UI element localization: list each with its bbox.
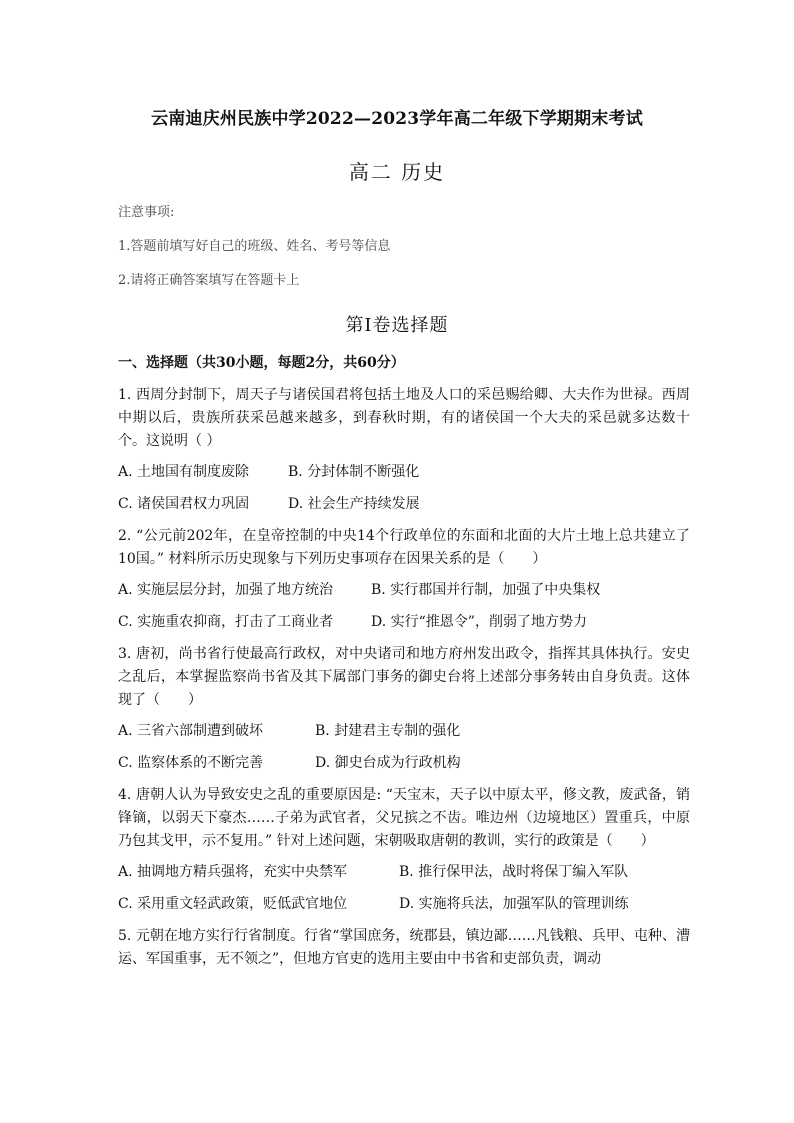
option-b: B. 推行保甲法，战时将保丁编入军队 <box>399 864 629 880</box>
option-a: A. 三省六部制遭到破坏 <box>118 723 264 739</box>
options-row <box>118 579 690 601</box>
options-row <box>118 611 690 633</box>
question-5 <box>118 925 690 971</box>
option-a: A. 抽调地方精兵强将，充实中央禁军 <box>118 864 348 880</box>
option-c: C. 监察体系的不断完善 <box>118 755 264 771</box>
options-row <box>118 720 690 742</box>
option-b: B. 分封体制不断强化 <box>288 464 420 480</box>
question-1 <box>118 384 690 515</box>
note-item: 1.答题前填写好自己的班级、姓名、考号等信息 <box>118 239 391 254</box>
options-row <box>118 752 690 774</box>
option-d: D. 御史台成为行政机构 <box>315 755 461 771</box>
question-stem: 1. 西周分封制下，周天子与诸侯国君将包括土地及人口的采邑赐给卿、大夫作为世禄。西周中期以后，贵族所获采邑越来越多，到春秋时期，有的诸侯国一个大夫的采邑就多达数十个。这说明（ ） <box>118 387 690 449</box>
question-3 <box>118 643 690 774</box>
part-title: 第Ⅰ卷选择题 <box>345 315 449 336</box>
exam-title: 云南迪庆州民族中学2022—2023学年高二年级下学期期末考试 <box>151 109 643 129</box>
option-b: B. 封建君主专制的强化 <box>315 723 461 739</box>
option-c: C. 诸侯国君权力巩固 <box>118 496 250 512</box>
notes-block <box>118 204 390 306</box>
question-stem: 4. 唐朝人认为导致安史之乱的重要原因是: “天宝末，天子以中原太平，修文教，废武备，销锋镝，以弱天下豪杰……子弟为武官者，父兄摈之不齿。唯边州（边境地区）置重兵，中原乃包其戈甲，示不复用。” 针对上述问题，宋朝吸取唐朝的教训，实行的政策是（ ） <box>118 787 690 849</box>
options-row <box>118 861 690 883</box>
question-stem: 3. 唐初，尚书省行使最高行政权，对中央诸司和地方府州发出政令，指挥其具体执行。安史之乱后，本掌握监察尚书省及其下属部门事务的御史台将上述部分事务转由自身负责。这体现了（ ） <box>118 646 690 708</box>
option-d: D. 实行“推恩令”，削弱了地方势力 <box>371 614 587 630</box>
note-item: 2.请将正确答案填写在答题卡上 <box>118 273 300 288</box>
subject-title: 高二 历史 <box>348 160 446 184</box>
question-4 <box>118 784 690 915</box>
questions-content <box>118 352 690 979</box>
option-d: D. 实施将兵法，加强军队的管理训练 <box>399 896 629 912</box>
option-a: A. 实施层层分封，加强了地方统治 <box>118 582 334 598</box>
question-stem: 2. “公元前202年，在皇帝控制的中央14个行政单位的东面和北面的大片土地上总共建立了10国。” 材料所示历史现象与下列历史事项存在因果关系的是（ ） <box>118 528 690 567</box>
option-c: C. 实施重农抑商，打击了工商业者 <box>118 614 334 630</box>
options-row <box>118 461 690 483</box>
option-d: D. 社会生产持续发展 <box>288 496 420 512</box>
option-c: C. 采用重文轻武政策，贬低武官地位 <box>118 896 348 912</box>
option-a: A. 土地国有制度废除 <box>118 464 250 480</box>
options-row <box>118 493 690 515</box>
section-heading: 一、选择题（共30小题，每题2分，共60分） <box>118 355 405 371</box>
question-2 <box>118 525 690 633</box>
question-stem: 5. 元朝在地方实行行省制度。行省“掌国庶务，统郡县，镇边鄙……凡钱粮、兵甲、屯种、漕运、军国重事，无不领之”，但地方官吏的选用主要由中书省和吏部负责，调动 <box>118 928 690 967</box>
options-row <box>118 893 690 915</box>
option-b: B. 实行郡国并行制，加强了中央集权 <box>371 582 601 598</box>
notes-heading: 注意事项: <box>118 205 175 220</box>
